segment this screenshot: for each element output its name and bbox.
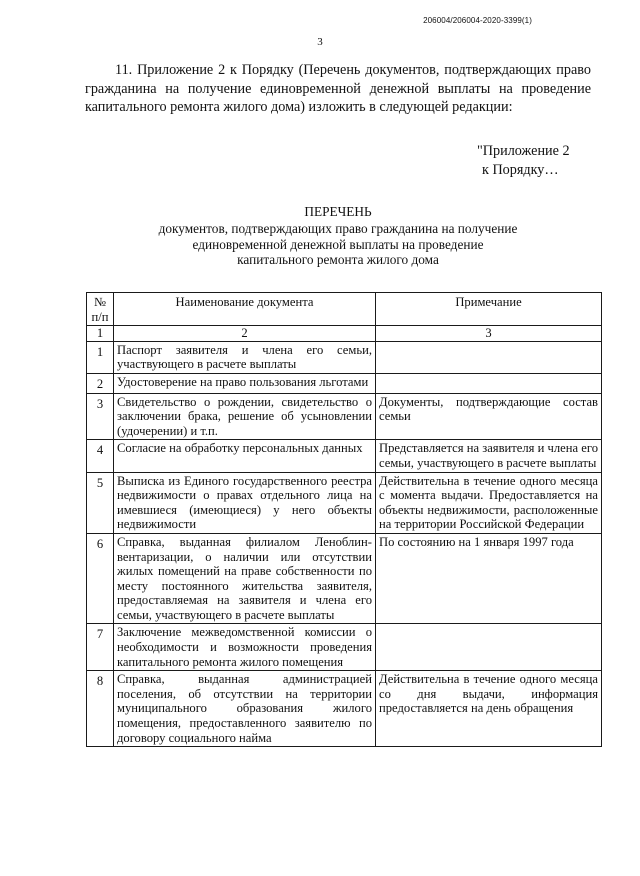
row-note [376, 624, 602, 671]
row-document-name: Удостоверение на право пользования льготами [114, 373, 376, 393]
appendix-reference-line-2: к Порядку… [482, 161, 559, 178]
row-document-name: Свидетельство о рождении, свидетельство о заключении брака, решение об усыновлении (удочерении) и т.п. [114, 393, 376, 440]
row-document-name: Выписка из Единого государственного реестра недвижимости о правах отдельного лица на имевшиеся (имеющиеся) у него объекты недвижимости [114, 472, 376, 533]
row-note: Действительна в течение одного месяца с момента выдачи. Предоставляется на объекты недвижимости, расположенные на территории Российской Федерации [376, 472, 602, 533]
table-row [87, 440, 602, 472]
table-row [87, 472, 602, 533]
list-title [85, 204, 591, 268]
list-title-line-2: единовременной денежной выплаты на проведение [192, 236, 484, 252]
row-document-name: Паспорт заявителя и члена его семьи, участвующего в расчете выплаты [114, 341, 376, 373]
document-registration-number: 206004/206004-2020-3399(1) [423, 16, 532, 25]
row-document-name: Заключение межведомственной комиссии о необходимости и возможности проведения капитального ремонта жилого помещения [114, 624, 376, 671]
table-row [87, 624, 602, 671]
row-document-name: Согласие на обработку персональных данных [114, 440, 376, 472]
header-number-line-1: № [93, 295, 107, 309]
row-note [376, 373, 602, 393]
column-index-3: 3 [376, 326, 602, 342]
row-number: 4 [87, 440, 114, 472]
row-number: 7 [87, 624, 114, 671]
page-number: 3 [317, 36, 323, 48]
row-number: 5 [87, 472, 114, 533]
row-document-name: Справка, выданная филиалом Ленoблинвентаризации, о наличии или отсутствии жилых помещений на праве собственности по месту постоянного жительства заявителя, предоставляемая на заявителя и члена его семьи, участвующего в расчете выплаты [114, 533, 376, 624]
appendix-reference-line-1: "Приложение 2 [477, 143, 570, 159]
column-index-row [87, 326, 602, 342]
row-number: 6 [87, 533, 114, 624]
header-number-line-2: п/п [91, 309, 109, 324]
row-document-name: Справка, выданная администрацией поселения, об отсутствии на территории муниципального образования жилого помещения, предоставленного заявителю по договору социального найма [114, 671, 376, 747]
appendix-reference [470, 142, 610, 179]
amendment-paragraph: 11. Приложение 2 к Порядку (Перечень документов, подтверждающих право гражданина на получение единовременной денежной выплаты на проведение капитального ремонта жилого дома) изложить в следующей редакции: [85, 62, 591, 116]
list-title-line-3: капитального ремонта жилого дома [237, 252, 439, 268]
row-note [376, 341, 602, 373]
table-row [87, 393, 602, 440]
table-row [87, 373, 602, 393]
row-note: Представляется на заявителя и члена его семьи, участвующего в расчете выплаты [376, 440, 602, 472]
row-note: По состоянию на 1 января 1997 года [376, 533, 602, 624]
header-document-name: Наименование документа [114, 293, 376, 326]
row-number: 2 [87, 373, 114, 393]
table-row [87, 533, 602, 624]
table-row [87, 671, 602, 747]
column-index-1: 1 [87, 326, 114, 342]
column-index-2: 2 [114, 326, 376, 342]
table-row [87, 341, 602, 373]
row-number: 8 [87, 671, 114, 747]
row-number: 1 [87, 341, 114, 373]
row-number: 3 [87, 393, 114, 440]
header-note: Примечание [376, 293, 602, 326]
list-title-line-1: документов, подтверждающих право гражданина на получение [158, 221, 518, 237]
row-note: Документы, подтверждающие состав семьи [376, 393, 602, 440]
row-note: Действительна в течение одного месяца со дня выдачи, информация предоставляется на день обращения [376, 671, 602, 747]
header-number [87, 293, 114, 326]
list-title-heading: ПЕРЕЧЕНЬ [304, 204, 372, 219]
table-header-row [87, 293, 602, 326]
documents-table [86, 292, 602, 747]
